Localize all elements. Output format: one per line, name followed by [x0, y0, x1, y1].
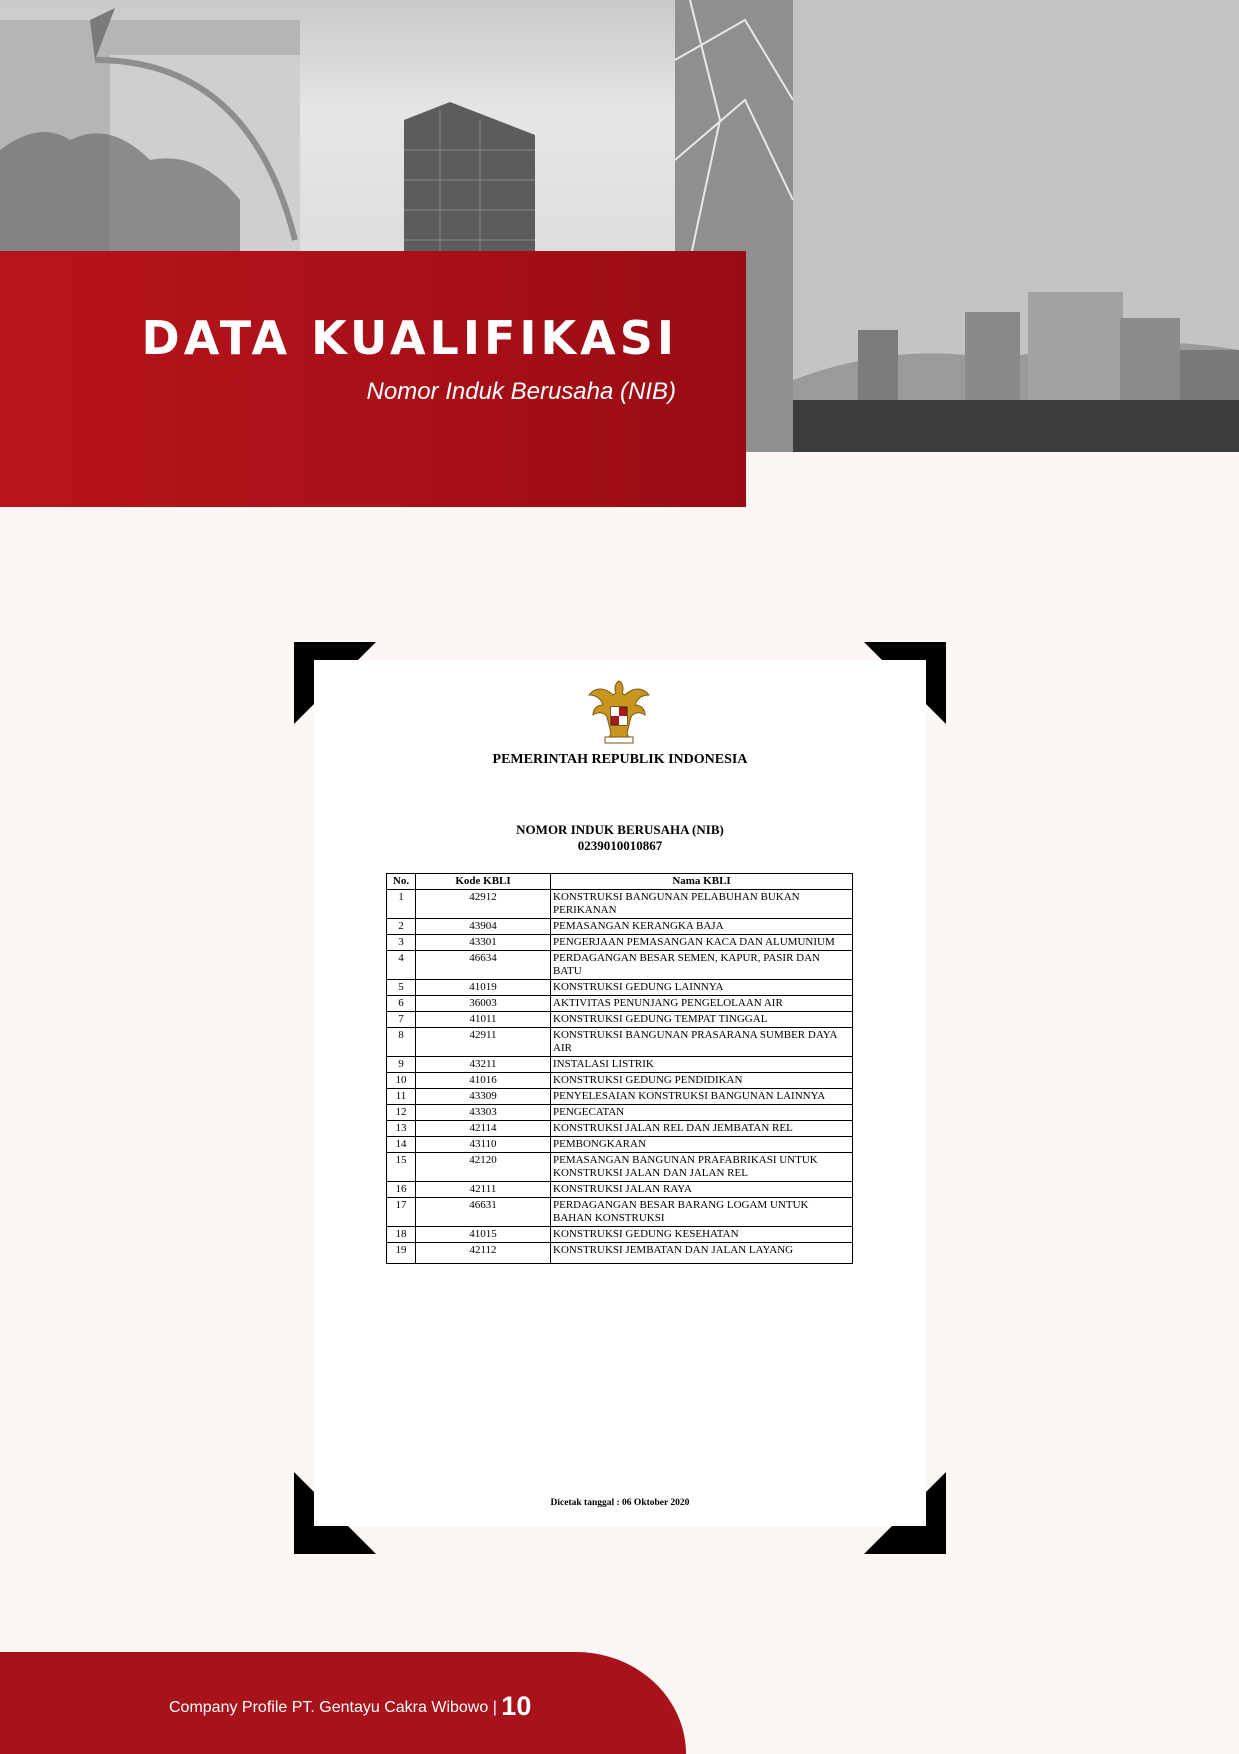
table-row — [387, 1028, 853, 1057]
table-row — [387, 1198, 853, 1227]
row-no: 7 — [387, 1012, 416, 1028]
printed-date: Dicetak tanggal : 06 Oktober 2020 — [550, 1498, 690, 1508]
footer-company: Company Profile PT. Gentayu Cakra Wibowo | — [169, 1699, 497, 1716]
table-row — [387, 919, 853, 935]
row-kode: 42911 — [416, 1028, 551, 1057]
row-kode: 42120 — [416, 1153, 551, 1182]
column-header-kode: Kode KBLI — [416, 874, 551, 890]
table-row — [387, 1121, 853, 1137]
row-kode: 42111 — [416, 1182, 551, 1198]
row-kode: 42112 — [416, 1243, 551, 1264]
table-row — [387, 1243, 853, 1264]
table-row — [387, 996, 853, 1012]
row-kode: 41016 — [416, 1073, 551, 1089]
row-no: 17 — [387, 1198, 416, 1227]
row-kode: 43303 — [416, 1105, 551, 1121]
table-row — [387, 1227, 853, 1243]
table-row — [387, 1105, 853, 1121]
footer-bar — [0, 1652, 686, 1754]
document-frame — [294, 642, 946, 1554]
government-heading: PEMERINTAH REPUBLIK INDONESIA — [492, 752, 748, 767]
table-row — [387, 1073, 853, 1089]
row-kode: 43309 — [416, 1089, 551, 1105]
row-no: 6 — [387, 996, 416, 1012]
row-no: 11 — [387, 1089, 416, 1105]
row-nama: PEMASANGAN KERANGKA BAJA — [551, 919, 853, 935]
row-kode: 43904 — [416, 919, 551, 935]
row-nama: KONSTRUKSI GEDUNG LAINNYA — [551, 980, 853, 996]
row-no: 4 — [387, 951, 416, 980]
nib-number: 0239010010867 — [577, 838, 663, 853]
table-row — [387, 890, 853, 919]
table-row — [387, 951, 853, 980]
row-no: 9 — [387, 1057, 416, 1073]
table-row — [387, 980, 853, 996]
row-no: 1 — [387, 890, 416, 919]
row-no: 8 — [387, 1028, 416, 1057]
row-nama: PENGECATAN — [551, 1105, 853, 1121]
row-no: 3 — [387, 935, 416, 951]
table-row — [387, 1089, 853, 1105]
row-kode: 46634 — [416, 951, 551, 980]
row-nama: KONSTRUKSI JALAN RAYA — [551, 1182, 853, 1198]
table-row — [387, 1182, 853, 1198]
row-kode: 36003 — [416, 996, 551, 1012]
row-nama: PENGERJAAN PEMASANGAN KACA DAN ALUMUNIUM — [551, 935, 853, 951]
nib-document — [314, 660, 926, 1526]
row-kode: 41011 — [416, 1012, 551, 1028]
page-number: 10 — [501, 1691, 532, 1721]
row-no: 15 — [387, 1153, 416, 1182]
row-kode: 42114 — [416, 1121, 551, 1137]
row-nama: PENYELESAIAN KONSTRUKSI BANGUNAN LAINNYA — [551, 1089, 853, 1105]
page-subtitle: Nomor Induk Berusaha (NIB) — [366, 378, 676, 405]
row-kode: 43211 — [416, 1057, 551, 1073]
row-no: 10 — [387, 1073, 416, 1089]
row-no: 13 — [387, 1121, 416, 1137]
row-kode: 41015 — [416, 1227, 551, 1243]
row-nama: KONSTRUKSI GEDUNG TEMPAT TINGGAL — [551, 1012, 853, 1028]
row-nama: AKTIVITAS PENUNJANG PENGELOLAAN AIR — [551, 996, 853, 1012]
row-nama: INSTALASI LISTRIK — [551, 1057, 853, 1073]
table-header-row — [387, 874, 853, 890]
table-row — [387, 935, 853, 951]
row-no: 12 — [387, 1105, 416, 1121]
row-kode: 41019 — [416, 980, 551, 996]
row-nama: PEMBONGKARAN — [551, 1137, 853, 1153]
table-row — [387, 1153, 853, 1182]
row-no: 2 — [387, 919, 416, 935]
table-row — [387, 1137, 853, 1153]
row-nama: KONSTRUKSI BANGUNAN PELABUHAN BUKAN PERIKANAN — [551, 890, 853, 919]
row-nama: PERDAGANGAN BESAR BARANG LOGAM UNTUK BAHAN KONSTRUKSI — [551, 1198, 853, 1227]
column-header-nama: Nama KBLI — [551, 874, 853, 890]
row-nama: KONSTRUKSI JEMBATAN DAN JALAN LAYANG — [551, 1243, 853, 1264]
document-title: NOMOR INDUK BERUSAHA (NIB) — [516, 822, 724, 837]
row-no: 18 — [387, 1227, 416, 1243]
title-banner — [0, 251, 746, 507]
row-nama: KONSTRUKSI BANGUNAN PRASARANA SUMBER DAYA AIR — [551, 1028, 853, 1057]
row-nama: PEMASANGAN BANGUNAN PRAFABRIKASI UNTUK KONSTRUKSI JALAN DAN JALAN REL — [551, 1153, 853, 1182]
row-nama: KONSTRUKSI JALAN REL DAN JEMBATAN REL — [551, 1121, 853, 1137]
row-no: 14 — [387, 1137, 416, 1153]
row-no: 5 — [387, 980, 416, 996]
table-row — [387, 1057, 853, 1073]
kbli-table — [386, 873, 853, 1264]
table-row — [387, 1012, 853, 1028]
row-kode: 46631 — [416, 1198, 551, 1227]
row-no: 16 — [387, 1182, 416, 1198]
row-kode: 43301 — [416, 935, 551, 951]
footer-caption — [169, 1691, 531, 1722]
row-nama: KONSTRUKSI GEDUNG KESEHATAN — [551, 1227, 853, 1243]
garuda-emblem-icon — [587, 677, 651, 747]
row-nama: PERDAGANGAN BESAR SEMEN, KAPUR, PASIR DAN BATU — [551, 951, 853, 980]
page-title: DATA KUALIFIKASI — [141, 311, 678, 365]
column-header-no: No. — [387, 874, 416, 890]
row-kode: 42912 — [416, 890, 551, 919]
row-nama: KONSTRUKSI GEDUNG PENDIDIKAN — [551, 1073, 853, 1089]
row-no: 19 — [387, 1243, 416, 1264]
row-kode: 43110 — [416, 1137, 551, 1153]
